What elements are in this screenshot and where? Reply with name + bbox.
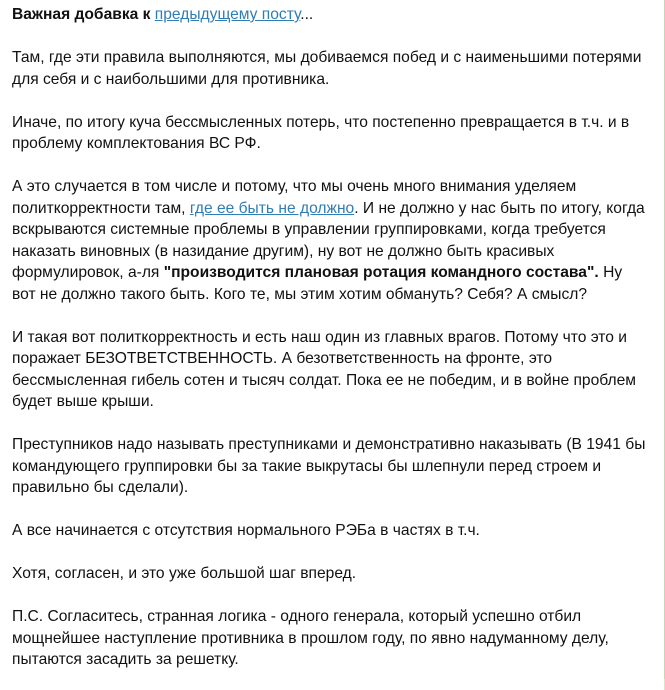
intro-ellipsis: ... xyxy=(300,6,314,23)
paragraph-8: П.С. Согласитесь, странная логика - одного генерала, который успешно отбил мощнейшее наступление противника в прошлом году, по явно надуманному делу, пытаются засадить за решетку. xyxy=(12,608,609,668)
where-it-should-not-be-link[interactable]: где ее быть не должно xyxy=(189,199,355,217)
paragraph-1: Там, где эти правила выполняются, мы добиваемся побед и с наименьшими потерями для себя и с наибольшими для противника. xyxy=(12,49,642,88)
paragraph-3-end: Ну вот не должно такого быть. Кого те, мы этим хотим обмануть? Себя? А смысл? xyxy=(12,264,623,303)
previous-post-link[interactable]: предыдущему посту xyxy=(154,6,301,23)
paragraph-3-bold-quote: "производится плановая ротация командного состава". xyxy=(163,264,599,281)
paragraph-3 xyxy=(12,176,650,305)
intro-bold-text: Важная добавка к xyxy=(12,6,151,23)
paragraph-2: Иначе, по итогу куча бессмысленных потерь, что постепенно превращается в т.ч. и в проблему комплектования ВС РФ. xyxy=(12,113,630,152)
paragraph-5: Преступников надо называть преступниками и демонстративно наказывать (В 1941 бы командующего группировки бы за такие выкрутасы бы шлепнули перед строем и правильно бы сделали). xyxy=(12,436,646,496)
message-intro xyxy=(12,4,650,26)
paragraph-3-middle: . И не должно у нас быть по итогу, когда вскрываются системные проблемы в управлении группировками, когда требуется наказать виновных (в назидание другим), ну вот не должно быть красивых формулировок, а-ля xyxy=(12,199,645,281)
paragraph-7: Хотя, согласен, и это уже большой шаг вперед. xyxy=(12,565,357,582)
paragraph-6: А все начинается с отсутствия нормального РЭБа в частях в т.ч. xyxy=(12,522,480,539)
paragraph-3-start: А это случается в том числе и потому, что мы очень много внимания уделяем политкорректности там, xyxy=(12,178,577,217)
paragraph-4: И такая вот политкорректность и есть наш один из главных врагов. Потому что это и поражает БЕЗОТВЕТСТВЕННОСТЬ. А безответственность на фронте, это бессмысленная гибель сотен и тысяч солдат. Пока ее не победим, и в войне проблем будет выше крыши. xyxy=(12,328,636,410)
